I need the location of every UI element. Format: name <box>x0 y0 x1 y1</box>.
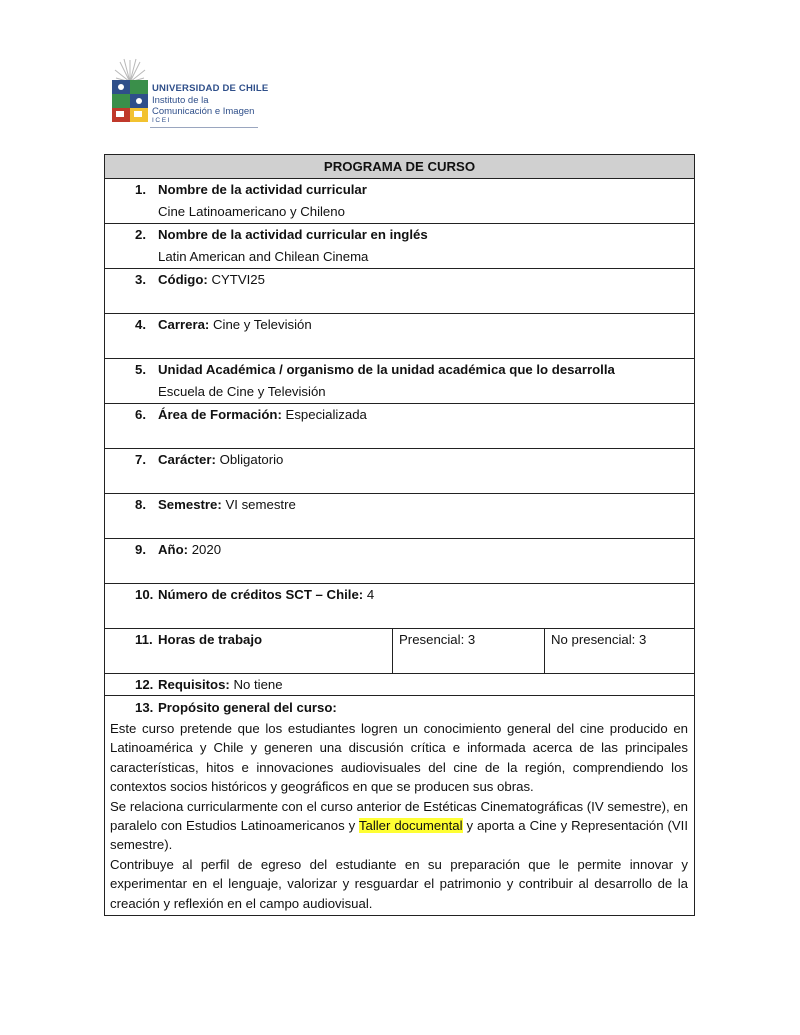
row-academic-unit <box>105 359 694 404</box>
purpose-paragraph-3: Contribuye al perfil de egreso del estudiante en su preparación que le permite innovar y experimentar en el lenguaje, valorizar y resguardar el patrimonio y contribuir al desarrollo de la creación y reflexión en el campo audiovisual. <box>110 856 688 911</box>
highlighted-course-name: Taller documental <box>358 818 463 834</box>
item-label: Área de Formación: <box>158 407 282 422</box>
logo-line-acronym: ICEI <box>152 117 172 124</box>
hours-presencial: Presencial: 3 <box>393 629 545 673</box>
item-label: Requisitos: <box>158 677 230 692</box>
purpose-paragraph-2 <box>105 797 694 855</box>
item-label: Propósito general del curso: <box>158 700 337 715</box>
row-credits <box>105 584 694 629</box>
item-value: 4 <box>363 587 375 602</box>
logo-line-institute: Instituto de la <box>152 95 209 106</box>
item-number: 3. <box>135 272 146 287</box>
item-label: Nombre de la actividad curricular en inglés <box>158 227 428 242</box>
course-program-table <box>104 154 695 916</box>
item-label: Carrera: <box>158 317 210 332</box>
item-number: 12. <box>135 677 154 692</box>
item-label: Número de créditos SCT – Chile: <box>158 587 364 602</box>
item-value: No tiene <box>229 677 283 692</box>
item-number: 2. <box>135 227 146 242</box>
item-value: CYTVI25 <box>207 272 265 287</box>
row-course-name <box>105 179 694 224</box>
item-number: 4. <box>135 317 146 332</box>
item-label: Carácter: <box>158 452 216 467</box>
row-course-name-english <box>105 224 694 269</box>
shield-icon <box>112 80 148 122</box>
item-number: 9. <box>135 542 146 557</box>
item-value: Escuela de Cine y Televisión <box>158 384 326 399</box>
purpose-text: Se relaciona curricularmente con el curso anterior de Estéticas Cinematográficas (IV semestre), en paralelo con Estudios Latinoamericanos y <box>110 798 688 834</box>
row-general-purpose <box>105 696 694 916</box>
item-label: Semestre: <box>158 497 222 512</box>
item-value: Cine Latinoamericano y Chileno <box>158 204 345 219</box>
item-number: 5. <box>135 362 146 377</box>
item-label: Unidad Académica / organismo de la unidad académica que lo desarrolla <box>158 362 615 377</box>
item-number: 10. <box>135 587 154 602</box>
row-requirements <box>105 674 694 696</box>
row-work-hours <box>105 629 694 674</box>
table-title: PROGRAMA DE CURSO <box>105 155 694 179</box>
item-value: 2020 <box>188 542 222 557</box>
item-number: 1. <box>135 182 146 197</box>
item-value: VI semestre <box>221 497 296 512</box>
item-number: 13. <box>135 700 154 715</box>
row-career <box>105 314 694 359</box>
purpose-paragraph-1: Este curso pretende que los estudiantes logren un conocimiento general del cine producido en Latinoamérica y Chile y generen una discusión crítica e informada acerca de las principales características, hitos e innovaciones audiovisuales del cine de la región, comprendiendo los contextos socios históricos y geográficos en que se producen sus obras. <box>110 721 688 795</box>
item-number: 11. <box>135 632 153 647</box>
item-label: Nombre de la actividad curricular <box>158 182 367 197</box>
item-value: Especializada <box>281 407 367 422</box>
logo-rule <box>150 127 258 128</box>
purpose-text: y aporta a Cine y Representación (VII semestre). <box>110 818 688 853</box>
item-value: Obligatorio <box>215 452 284 467</box>
university-logo <box>112 58 272 128</box>
item-value: Cine y Televisión <box>209 317 312 332</box>
row-code <box>105 269 694 314</box>
item-value: Latin American and Chilean Cinema <box>158 249 369 264</box>
item-number: 6. <box>135 407 146 422</box>
logo-line-university: UNIVERSIDAD DE CHILE <box>152 83 269 94</box>
item-label: Código: <box>158 272 208 287</box>
logo-line-communication: Comunicación e Imagen <box>152 106 255 117</box>
item-number: 8. <box>135 497 146 512</box>
hours-no-presencial: No presencial: 3 <box>551 632 647 647</box>
row-semester <box>105 494 694 539</box>
row-year <box>105 539 694 584</box>
item-label: Año: <box>158 542 189 557</box>
row-training-area <box>105 404 694 449</box>
row-character <box>105 449 694 494</box>
item-number: 7. <box>135 452 146 467</box>
item-label: Horas de trabajo <box>158 632 263 647</box>
